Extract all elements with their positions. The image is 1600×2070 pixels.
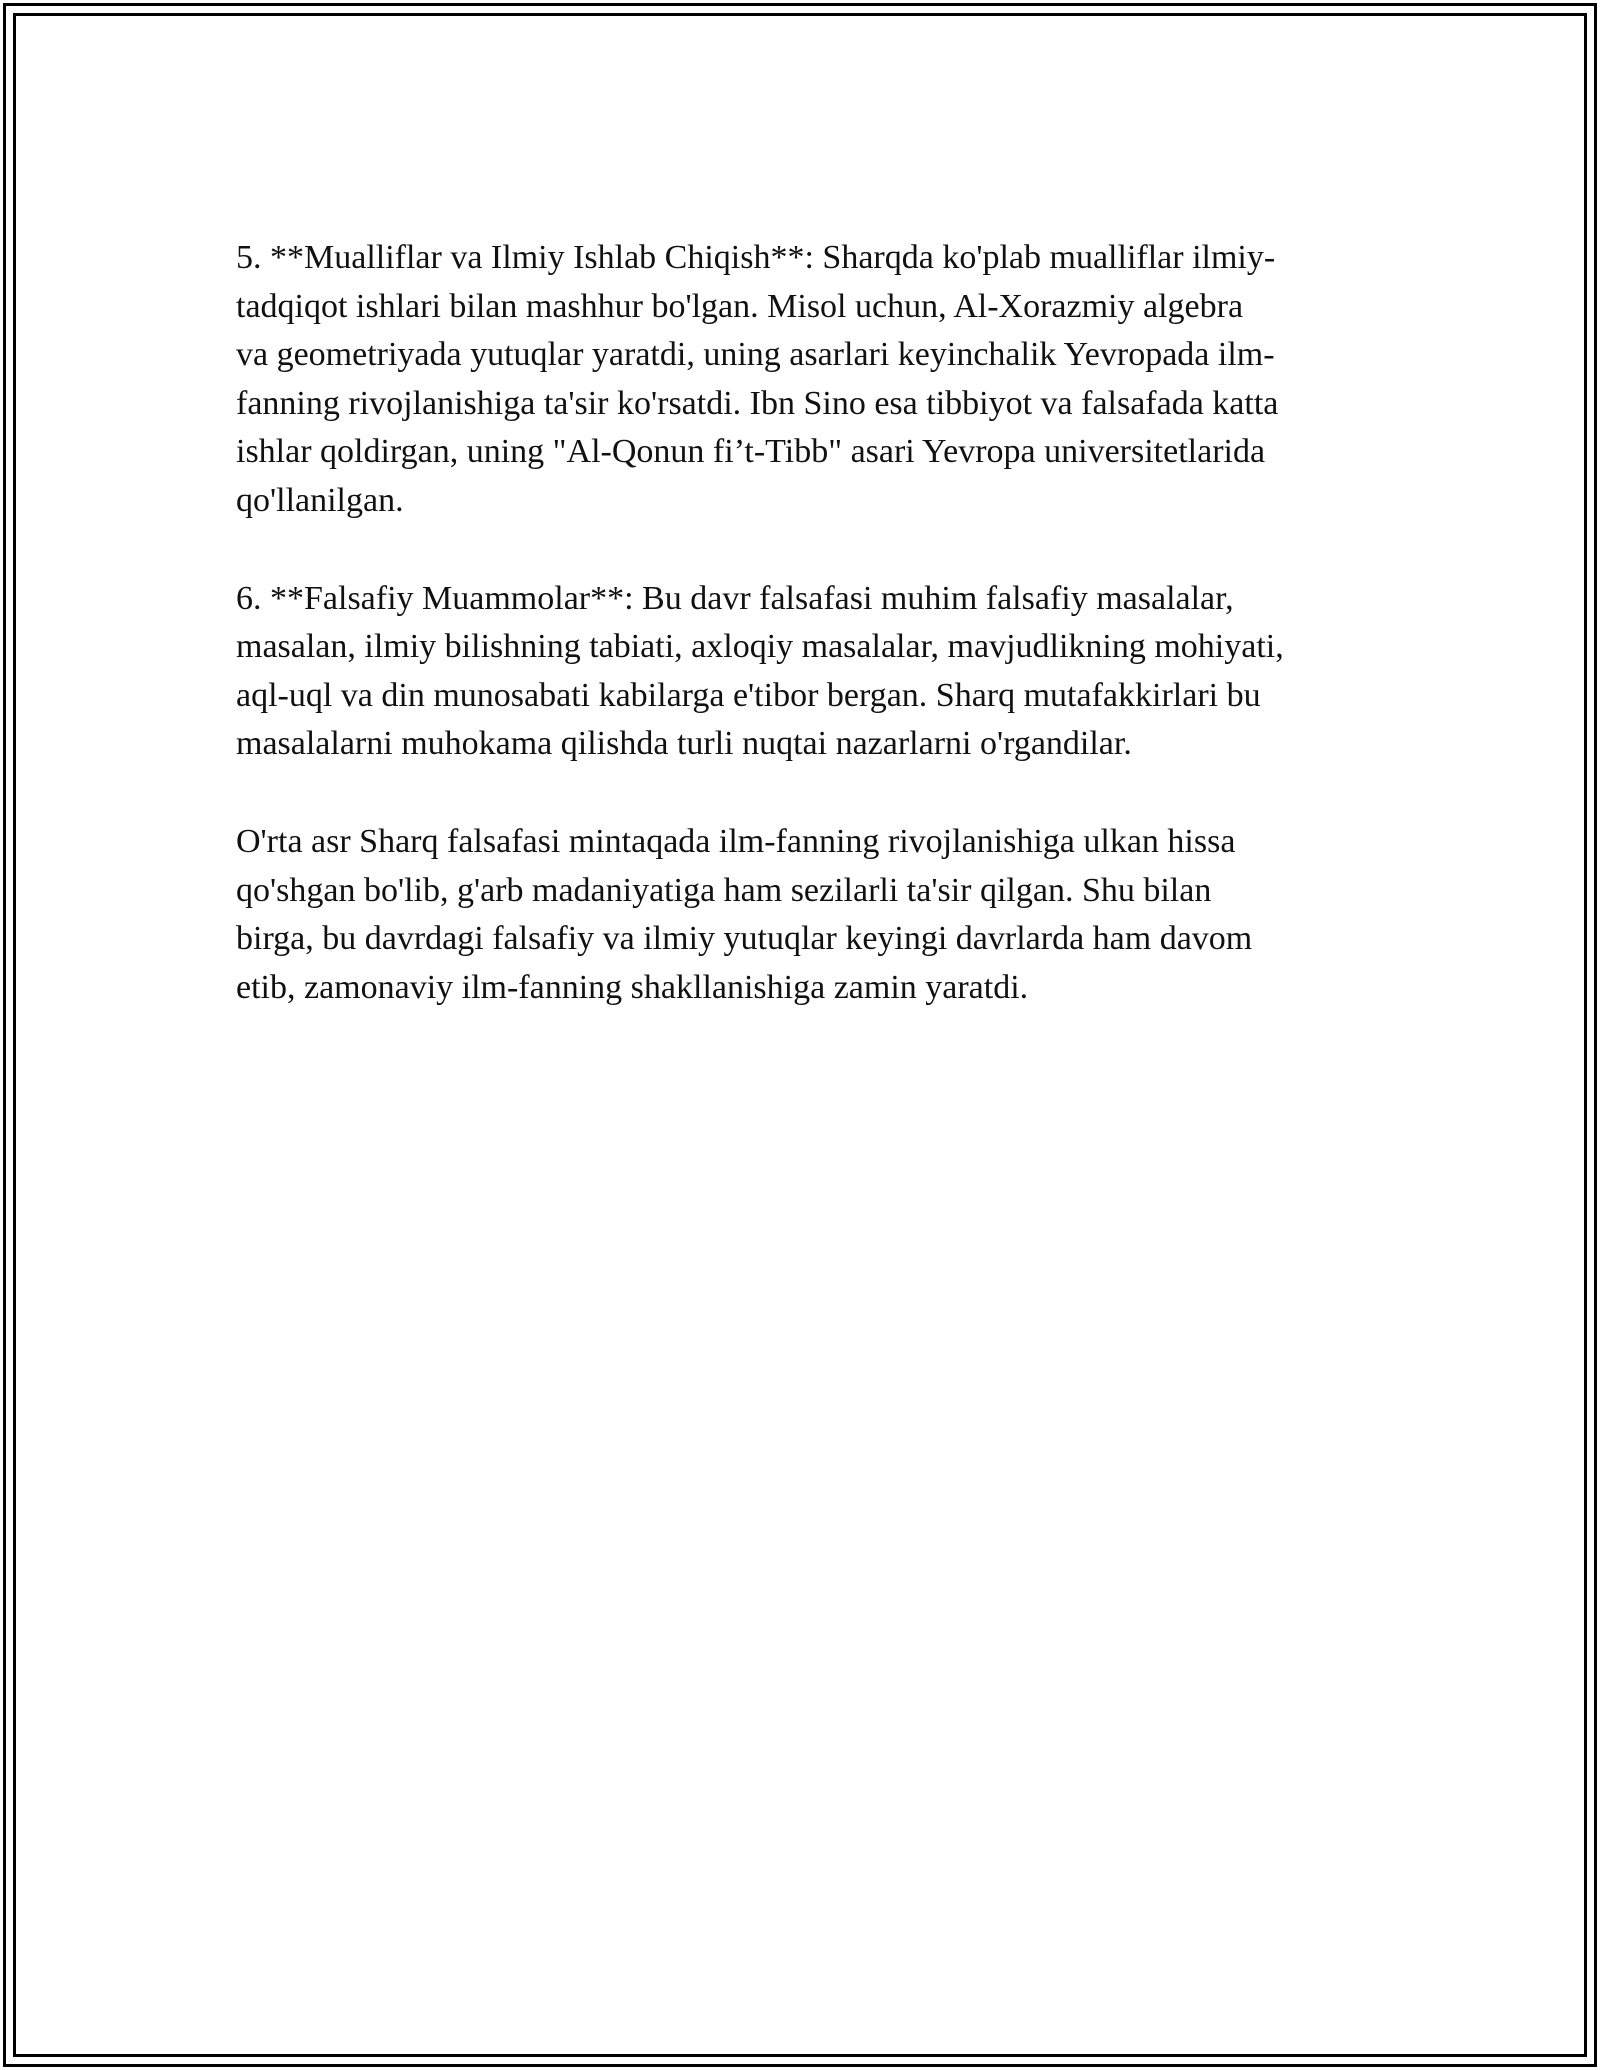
- paragraph-item-5-authors: 5. **Mualliflar va Ilmiy Ishlab Chiqish**: Sharqda ko'plab mualliflar ilmiy- tadqiqot ishlari bilan mashhur bo'lgan. Misol uchun, Al-Xorazmiy algebra va geometriyada yutuqlar yaratdi, uning asarlari keyinchalik Yevropada ilm- fanning rivojlanishiga ta'sir ko'rsatdi. Ibn Sino esa tibbiyot va falsafada katta ishlar qoldirgan, uning "Al-Qonun fi’t-Tibb" asari Yevropa universitetlarida qo'llanilgan.: [236, 239, 1279, 519]
- paragraph-item-6-philosophical-problems: 6. **Falsafiy Muammolar**: Bu davr falsafasi muhim falsafiy masalalar, masalan, ilmiy bilishning tabiati, axloqiy masalalar, mavjudlikning mohiyati, aql-uql va din munosabati kabilarga e'tibor bergan. Sharq mutafakkirlari bu masalalarni muhokama qilishda turli nuqtai nazarlarni o'rgandilar.: [236, 579, 1284, 763]
- page-content: [236, 234, 1374, 1061]
- paragraph-conclusion: O'rta asr Sharq falsafasi mintaqada ilm-fanning rivojlanishiga ulkan hissa qo'shgan bo'lib, g'arb madaniyatiga ham sezilarli ta'sir qilgan. Shu bilan birga, bu davrdagi falsafiy va ilmiy yutuqlar keyingi davrlarda ham davom etib, zamonaviy ilm-fanning shakllanishiga zamin yaratdi.: [236, 822, 1253, 1006]
